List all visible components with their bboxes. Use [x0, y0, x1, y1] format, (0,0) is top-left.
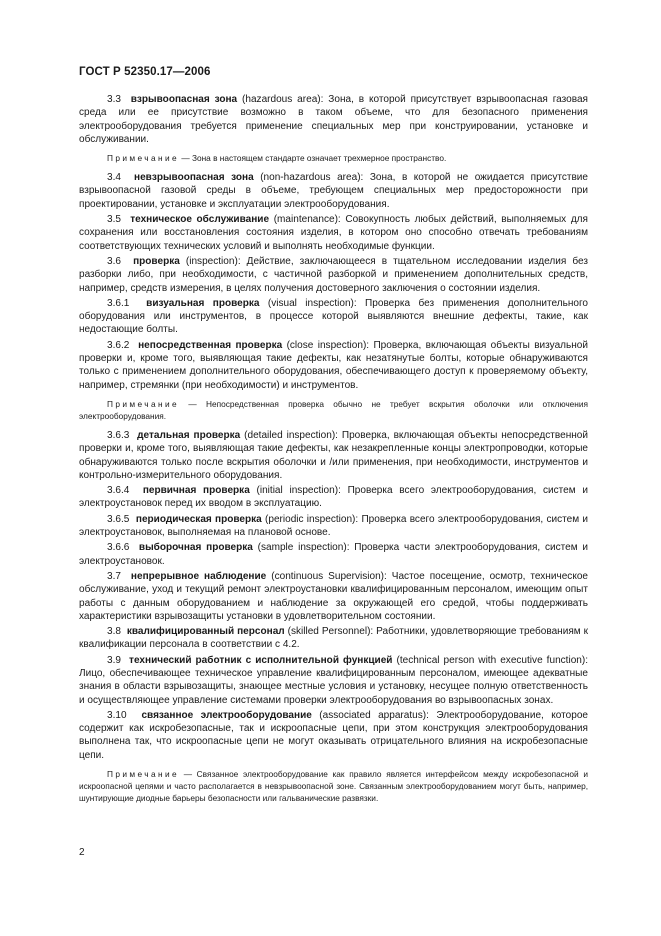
definition-text: (skilled Personnel): Работники, удовлетворяющие требованиям к квалификации персонала в соответствии с 4.2. — [79, 626, 588, 651]
definition-paragraph — [79, 93, 588, 146]
defined-term: проверка — [133, 255, 180, 267]
definition-paragraph — [79, 213, 588, 253]
definition-text: (close inspection): Проверка, включающая объекты визуальной проверки и, кроме того, выявляющая такие дефекты, как незатянутые болты, которые обнаруживаются только с применением дополнительного оборудования, обеспечивающего доступ к проверяемому объекту, например, стремянки (при необходимости) и инструментов. — [79, 339, 589, 391]
definition-paragraph — [79, 339, 588, 392]
note — [79, 152, 588, 164]
defined-term: визуальная проверка — [146, 297, 260, 309]
definition-text: (continuous Supervision): Частое посещение, осмотр, техническое обслуживание, уход и текущий ремонт электроустановки квалифицированным персоналом, имеющим опыт работы с данным оборудованием и наблюдение за окружающей его средой, чтобы поддерживать характеристики взрывозащиты установки в удовлетворительном состоянии. — [79, 570, 589, 622]
definition-text: (detailed inspection): Проверка, включающая объекты непосредственной проверки и, кроме того, выявляющая такие дефекты, как незакрепленные концы электропроводки, которые обнаруживаются только после вскрытия оболочки и /или применения, при необходимости, инструментов и контрольно-измерительного оборудования. — [79, 429, 588, 481]
defined-term: квалифицированный персонал — [126, 626, 285, 638]
defined-term: непрерывное наблюдение — [130, 570, 267, 582]
definition-paragraph — [79, 255, 588, 295]
definition-text: (sample inspection): Проверка части электрооборудования, систем и электроустановок. — [79, 542, 588, 567]
clause-number: 3.7 — [107, 570, 121, 582]
clause-number: 3.5 — [107, 214, 121, 226]
defined-term: первичная проверка — [142, 485, 250, 497]
clause-number: 3.10 — [107, 709, 127, 721]
definition-paragraph — [79, 484, 588, 511]
clause-number: 3.6.2 — [107, 339, 130, 351]
definition-text: (periodic inspection): Проверка всего электрооборудования, систем и электроустановок, выполняемая на плановой основе. — [79, 513, 588, 539]
note-text: — Связанное электрооборудование как правило является интерфейсом между искробезопасной и искроопасной цепями и часто располагается в невзрывоопасной зоне. Связанным электрооборудованием могут быть, например, шунтирующие диодные барьеры безопасности или гальванические развязки. — [79, 769, 588, 804]
defined-term: технический работник с исполнительной функцией — [129, 654, 393, 666]
clause-number: 3.4 — [107, 172, 121, 184]
definition-paragraph — [79, 541, 588, 568]
defined-term: периодическая проверка — [135, 513, 262, 525]
page-number: 2 — [79, 847, 85, 858]
note — [79, 768, 588, 804]
definition-paragraph — [79, 171, 588, 211]
clause-number: 3.6.3 — [107, 429, 130, 441]
definition-paragraph — [79, 297, 588, 337]
note-label: Примечание — [107, 769, 180, 780]
defined-term: непосредственная проверка — [138, 339, 283, 351]
clause-number: 3.8 — [107, 626, 121, 638]
clause-number: 3.6.4 — [107, 485, 130, 497]
defined-term: выборочная проверка — [138, 542, 253, 554]
defined-term: взрывоопасная зона — [130, 94, 238, 105]
clause-number: 3.6.1 — [107, 297, 130, 309]
note-label: Примечание — [107, 398, 180, 409]
definition-text: (visual inspection): Проверка без применения дополнительного оборудования или инструментов, в процессе которой выявляются внешние дефекты, такие, как недостающие болты. — [79, 297, 588, 336]
clause-number: 3.9 — [107, 654, 121, 666]
note-label: Примечание — [107, 153, 180, 164]
document-body — [79, 93, 588, 811]
definition-text: (non-hazardous area): Зона, в которой не ожидается присутствие взрывоопасной газовой среды в объеме, требующем специальных мер предосторожности при проектировании, установке и эксплуатации электрооборудования. — [79, 172, 589, 210]
defined-term: связанное электрооборудование — [141, 709, 312, 721]
definition-text: (maintenance): Совокупность любых действий, выполняемых для сохранения или восстановления состояния изделия, в котором оно способно отвечать требованиям соответствующих технических условий и выполнять необходимые функции. — [79, 214, 588, 252]
definition-text: (inspection): Действие, заключающееся в тщательном исследовании изделия без разборки либо, при необходимости, с частичной разборкой и применением дополнительных средств, например, средств измерения, в целях получения достоверного заключения о состоянии изделия. — [79, 255, 589, 294]
defined-term: невзрывоопасная зона — [134, 172, 254, 184]
note — [79, 398, 588, 422]
definition-paragraph — [79, 429, 588, 482]
definition-paragraph — [79, 513, 588, 540]
definition-paragraph — [79, 625, 588, 652]
definition-text: (technical person with executive function): Лицо, обеспечивающее техническое управление квалифицированным персоналом, имеющее адекватные знания в области взрывозащиты, знающее местные условия и установку, несущее полную ответственность и осуществляющее управление системами проверки электрооборудования во взрывоопасных зонах. — [79, 654, 589, 706]
clause-number: 3.6.5 — [107, 513, 130, 525]
definition-paragraph — [79, 570, 588, 623]
defined-term: техническое обслуживание — [130, 214, 270, 226]
definition-paragraph — [79, 654, 588, 707]
document-header: ГОСТ Р 52350.17—2006 — [79, 66, 211, 78]
definition-text: (initial inspection): Проверка всего электрооборудования, систем и электроустановок перед их вводом в эксплуатацию. — [79, 485, 589, 510]
note-text: — Зона в настоящем стандарте означает трехмерное пространство. — [179, 153, 447, 164]
note-text: — Непосредственная проверка обычно не требует вскрытия оболочки или отключения электрооборудования. — [79, 398, 588, 421]
clause-number: 3.3 — [107, 94, 121, 105]
clause-number: 3.6.6 — [107, 542, 130, 554]
definition-text: (associated apparatus): Электрооборудование, которое содержит как искробезопасные, так и искроопасные цепи, при этом конструкция электрооборудования выполнена так, что искроопасные цепи не могут оказывать отрицательного влияния на искробезопасные цепи. — [79, 709, 588, 761]
definition-paragraph — [79, 709, 588, 762]
defined-term: детальная проверка — [137, 429, 241, 441]
clause-number: 3.6 — [107, 255, 121, 267]
definition-text: (hazardous area): Зона, в которой присутствует взрывоопасная газовая среда или ее присутствие возможно в таком объеме, что для безопасного применения электрооборудования требуется применение специальных мер при конструировании, установке и обслуживании. — [79, 94, 588, 145]
